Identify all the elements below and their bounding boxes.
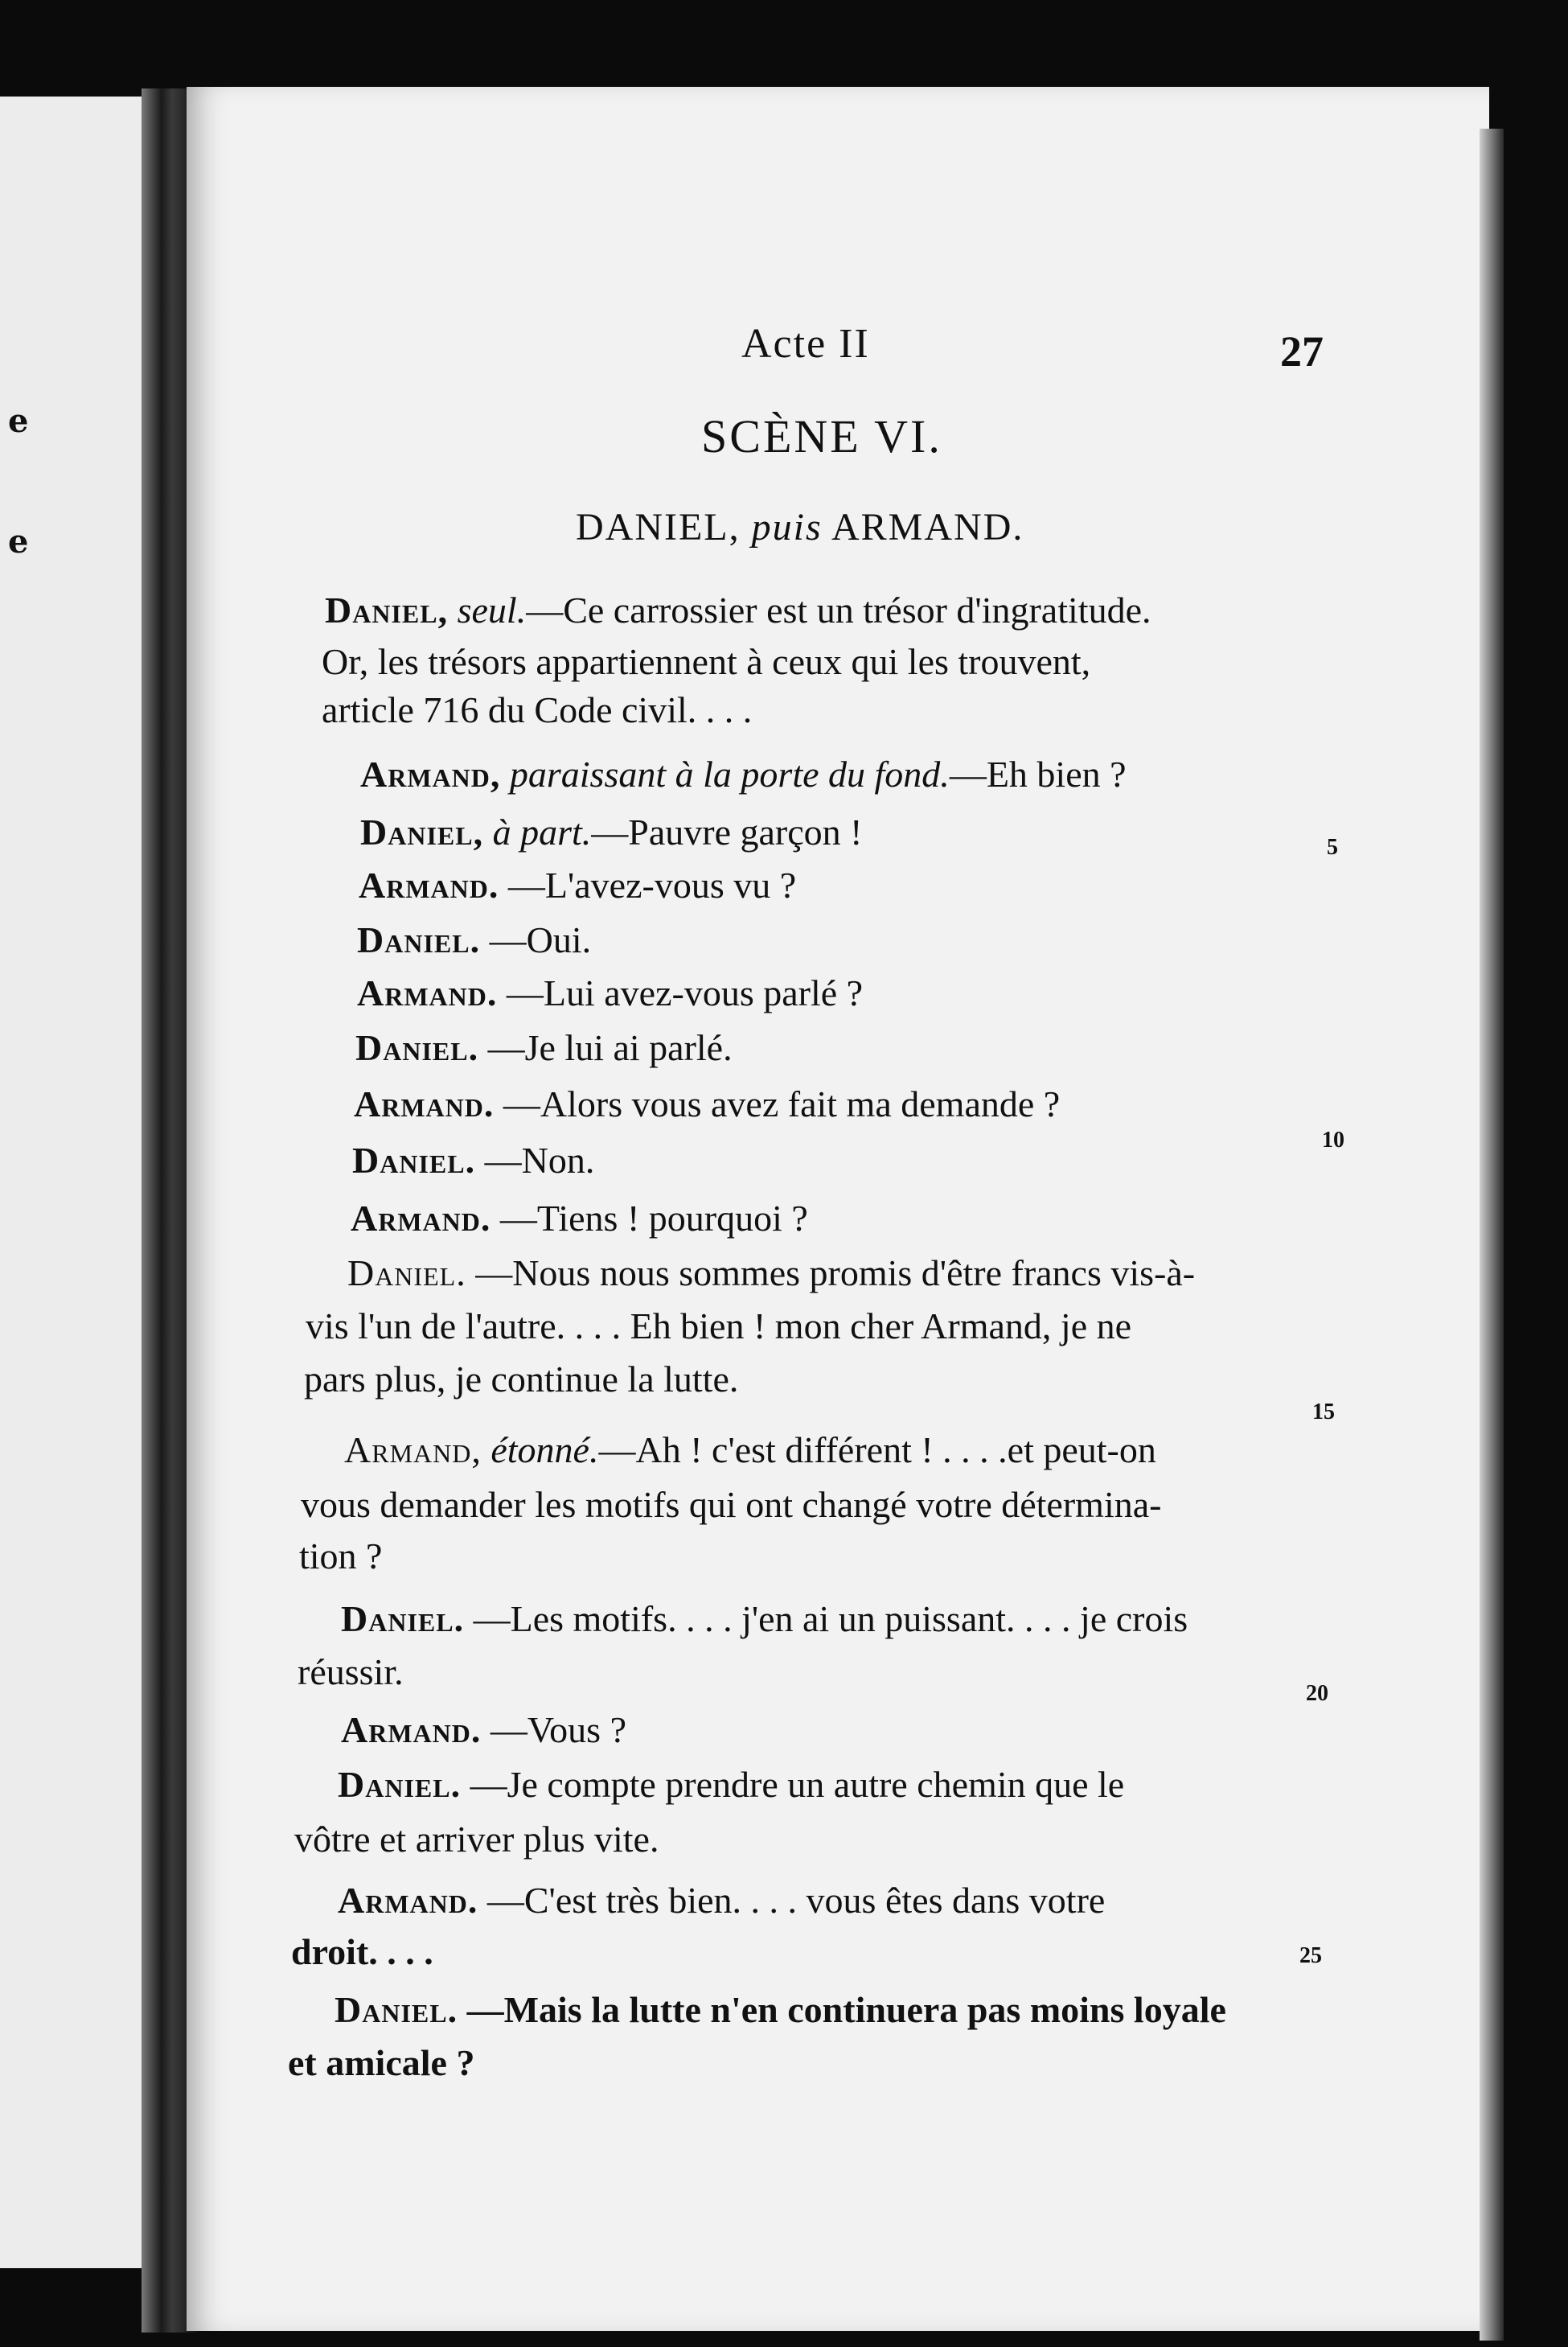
speaker-name: Armand, (344, 1429, 482, 1470)
line-text: tion ? (299, 1535, 383, 1576)
line-number: 5 (1327, 835, 1338, 860)
speech-line (357, 919, 592, 960)
speaker-name: Armand. (341, 1709, 482, 1750)
line-text: —Je lui ai parlé. (487, 1027, 733, 1068)
facing-page-mark: e (8, 402, 29, 440)
line-number: 15 (1312, 1400, 1335, 1424)
line-text: —Lui avez-vous parlé ? (506, 972, 864, 1013)
speaker-name: Armand, (360, 754, 501, 795)
running-head: Acte II (741, 321, 870, 367)
speech-line (357, 972, 864, 1013)
line-text: —Je compte prendre un autre chemin que le (470, 1764, 1125, 1805)
continuation-line (322, 643, 1090, 680)
line-text: vôtre et arriver plus vite. (294, 1819, 659, 1860)
line-text: et amicale ? (288, 2042, 475, 2083)
speech-line (325, 592, 1151, 629)
scene-title: SCÈNE VI. (701, 410, 942, 462)
speech-line (335, 1991, 1226, 2028)
speaker-name: Daniel. (352, 1140, 476, 1181)
line-text: —Vous ? (490, 1709, 626, 1750)
speech-line (344, 1429, 1156, 1470)
speaker-name: Daniel. (347, 1252, 466, 1293)
line-text: article 716 du Code civil. . . . (322, 689, 753, 730)
speech-line (354, 1083, 1061, 1124)
stage-direction: seul. (457, 590, 527, 631)
line-text: vis l'un de l'autre. . . . Eh bien ! mon cher Armand, je ne (306, 1305, 1132, 1346)
speech-line (351, 1200, 808, 1237)
line-text: Or, les trésors appartiennent à ceux qui les trouvent, (322, 641, 1091, 682)
speaker-name: Armand. (354, 1083, 495, 1124)
speaker-name: Daniel, (325, 590, 449, 631)
line-text: —Pauvre garçon ! (591, 812, 863, 853)
speech-line (341, 1598, 1188, 1639)
stage-direction: paraissant à la porte du fond. (509, 754, 950, 795)
speaker-name: Daniel. (335, 1989, 458, 2030)
line-text: pars plus, je continue la lutte. (304, 1358, 739, 1400)
line-text: —Les motifs. . . . j'en ai un puissant. . . . je crois (473, 1598, 1188, 1639)
speech-line (338, 1882, 1105, 1919)
line-text: —Alors vous avez fait ma demande ? (503, 1083, 1061, 1124)
continuation-line (299, 1535, 383, 1576)
speaker-name: Armand. (359, 865, 499, 906)
speech-line (347, 1252, 1196, 1293)
page-number: 27 (1280, 327, 1324, 376)
line-text: vous demander les motifs qui ont changé votre détermina- (301, 1484, 1162, 1525)
continuation-line (291, 1931, 433, 1972)
line-text: —Tiens ! pourquoi ? (499, 1198, 808, 1239)
speech-line (360, 756, 1127, 793)
line-text: —C'est très bien. . . . vous êtes dans votre (486, 1880, 1106, 1921)
character-name: ARMAND. (831, 506, 1024, 549)
speech-line (341, 1709, 626, 1750)
speaker-name: Armand. (357, 972, 498, 1013)
speech-line (360, 814, 863, 851)
line-text: —Oui. (489, 919, 592, 960)
line-text: réussir. (298, 1651, 404, 1692)
continuation-line (298, 1651, 404, 1692)
speaker-name: Armand. (338, 1880, 478, 1921)
speaker-name: Daniel. (355, 1027, 479, 1068)
continuation-line (304, 1358, 739, 1400)
stage-direction: à part. (492, 812, 592, 853)
speaker-name: Armand. (351, 1198, 491, 1239)
speech-line (338, 1766, 1124, 1803)
connector-word: puis (751, 506, 823, 549)
speech-line (355, 1027, 733, 1068)
line-text: —Ah ! c'est différent ! . . . .et peut-on (598, 1429, 1156, 1470)
speaker-name: Daniel. (357, 919, 481, 960)
line-text: —L'avez-vous vu ? (507, 865, 797, 906)
line-text: —Nous nous sommes promis d'être francs vis-à- (475, 1252, 1196, 1293)
character-name: DANIEL, (576, 506, 741, 549)
line-number: 20 (1306, 1681, 1328, 1706)
line-text: —Eh bien ? (949, 754, 1127, 795)
continuation-line (288, 2042, 475, 2083)
speech-line (352, 1142, 594, 1179)
line-text: —Mais la lutte n'en continuera pas moins loyale (466, 1989, 1226, 2030)
continuation-line (294, 1821, 659, 1858)
page-edge-shadow (1480, 129, 1504, 2341)
continuation-line (301, 1486, 1161, 1523)
line-number: 10 (1322, 1128, 1344, 1153)
continuation-line (306, 1305, 1132, 1346)
line-text: droit. . . . (291, 1931, 433, 1972)
speaker-name: Daniel. (341, 1598, 465, 1639)
line-text: —Ce carrossier est un trésor d'ingratitude. (526, 590, 1151, 631)
line-text: —Non. (484, 1140, 595, 1181)
stage-direction: étonné. (491, 1429, 599, 1470)
character-list (576, 508, 1024, 547)
speaker-name: Daniel. (338, 1764, 462, 1805)
continuation-line (322, 689, 753, 730)
speaker-name: Daniel, (360, 812, 484, 853)
facing-page-edge (0, 97, 153, 2268)
line-number: 25 (1299, 1943, 1322, 1968)
facing-page-mark: e (8, 523, 29, 561)
speech-line (359, 867, 796, 904)
